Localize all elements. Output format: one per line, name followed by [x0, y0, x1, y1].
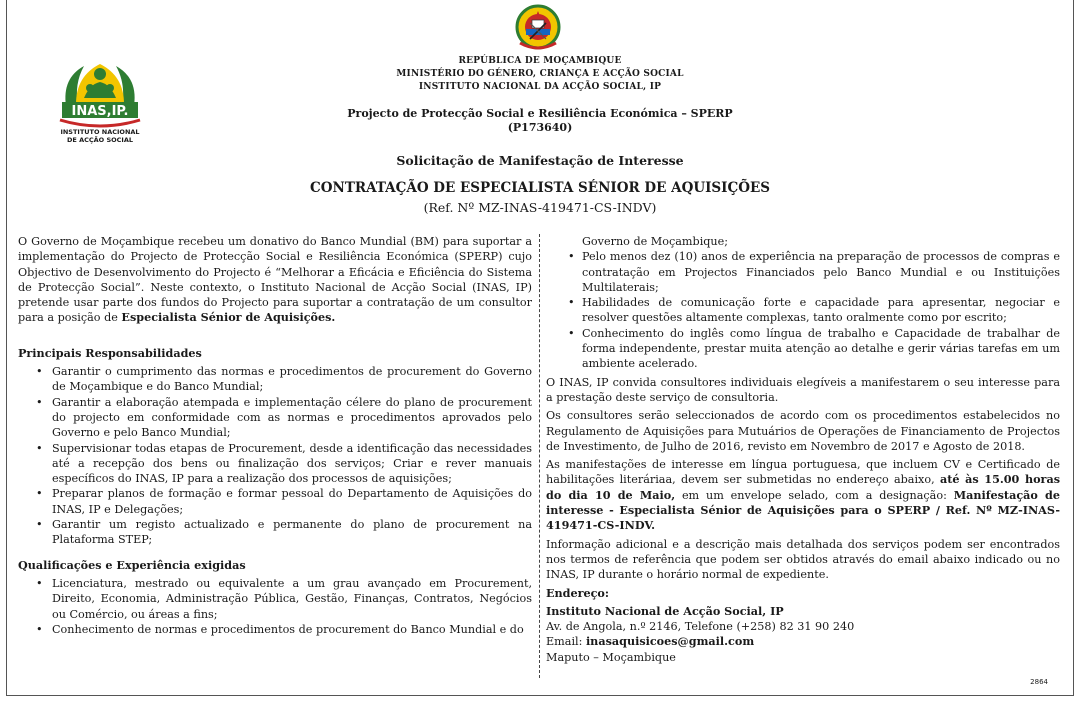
email-label: Email:: [546, 635, 586, 649]
selection-paragraph: Os consultores serão seleccionados de acordo com os procedimentos estabelecidos no Regulamento de Aquisições para Mutuários de Operações de Financiamento de Projectos de Investimento, de Julho de 2016, revisto em Novembro de 2017 e Agosto de 2018.: [546, 409, 1060, 453]
header-project: Projecto de Protecção Social e Resiliência Económica – SPERP: [347, 107, 733, 120]
document-reference: (Ref. Nº MZ-INAS-419471-CS-INDV): [423, 200, 657, 215]
list-item: • Licenciatura, mestrado ou equivalente a um grau avançado em Procurement, Direito, Economia, Administração Pública, Gestão, Finanças, Contratos, Negócios ou Comércio, ou áreas a fins;: [36, 576, 532, 622]
invitation-paragraph: O INAS, IP convida consultores individuais elegíveis a manifestarem o seu interesse para a prestação deste serviço de consultoria.: [546, 375, 1060, 404]
mozambique-emblem-icon: [512, 3, 564, 51]
address-street: Av. de Angola, n.º 2146, Telefone (+258) 82 31 90 240: [546, 620, 855, 634]
list-item: • Garantir a elaboração atempada e implementação célere do plano de procurement do projecto em conformidade com as normas e procedimentos aprovados pelo Governo e pelo Banco Mundial;: [36, 395, 532, 441]
responsibilities-list: [36, 364, 532, 548]
submission-paragraph: [546, 457, 1060, 533]
address-email-line: [546, 634, 1060, 649]
page-number: 2864: [1030, 678, 1048, 686]
intro-paragraph: [18, 234, 532, 326]
header-institute: INSTITUTO NACIONAL DA ACÇÃO SOCIAL, IP: [418, 82, 662, 92]
submission-deadline: até às 15.00 horas do dia 10 de Maio,: [546, 472, 1060, 502]
address-block: [546, 586, 1060, 665]
responsibilities-heading: Principais Responsabilidades: [18, 345, 202, 360]
list-item: • Habilidades de comunicação forte e capacidade para apresentar, negociar e resolver questões altamente complexas, tanto oralmente como por escrito;: [568, 295, 1060, 326]
intro-position: Especialista Sénior de Aquisições.: [121, 310, 336, 325]
logo-caption-line2: DE ACÇÃO SOCIAL: [66, 136, 134, 144]
list-item: • Conhecimento do inglês como língua de trabalho e Capacidade de trabalhar de forma independente, prestar muita atenção ao detalhe e gerir várias tarefas em um ambiente acelerado.: [568, 326, 1060, 372]
intro-text: O Governo de Moçambique recebeu um donativo do Banco Mundial (BM) para suportar a implementação do Projecto de Protecção Social e Resiliência Económica (SPERP) cujo Objectivo de Desenvolvimento do Projecto é “Melhorar a Eficácia e Eficiência do Sistema de Protecção Social”. Neste contexto, o Instituto Nacional de Acção Social (INAS, IP) pretende usar parte dos fundos do Projecto para suportar a contratação de um consultor para a posição de: [18, 235, 532, 325]
document-title: CONTRATAÇÃO DE ESPECIALISTA SÉNIOR DE AQUISIÇÕES: [309, 180, 771, 196]
email-link[interactable]: inasaquisicoes@gmail.com: [585, 634, 755, 649]
header-ministry: MINISTÉRIO DO GÉNERO, CRIANÇA E ACÇÃO SOCIAL: [396, 69, 684, 79]
info-paragraph: Informação adicional e a descrição mais detalhada dos serviços podem ser encontrados nos termos de referência que podem ser obtidos através do email abaixo indicado ou no INAS, IP durante o horário normal de expediente.: [546, 537, 1060, 582]
header-solicitation: Solicitação de Manifestação de Interesse: [396, 153, 684, 168]
qualifications-list: [36, 576, 532, 637]
list-item: • Supervisionar todas etapas de Procurement, desde a identificação das necessidades até a recepção dos bens ou finalização dos serviços; Criar e rever manuais específicos do INAS, IP para a realização dos processos de aquisições;: [36, 441, 532, 487]
column-divider: [539, 234, 540, 678]
address-city: Maputo – Moçambique: [546, 650, 676, 664]
qualifications-list-continued: [568, 249, 1060, 371]
list-item: • Garantir o cumprimento das normas e procedimentos de procurement do Governo de Moçambique e do Banco Mundial;: [36, 364, 532, 395]
left-column: [18, 234, 532, 637]
right-column: [546, 234, 1060, 665]
list-item: • Conhecimento de normas e procedimentos de procurement do Banco Mundial e do: [36, 622, 532, 637]
list-item: • Garantir um registo actualizado e permanente do plano de procurement na Plataforma STEP;: [36, 517, 532, 548]
list-item: • Preparar planos de formação e formar pessoal do Departamento de Aquisições do INAS, IP e Delegações;: [36, 486, 532, 517]
header-country: REPÚBLICA DE MOÇAMBIQUE: [458, 56, 622, 66]
header-project-id: (P173640): [507, 121, 573, 134]
submission-text: As manifestações de interesse em língua portuguesa, que incluem CV e Certificado de habilitações literáriaa, devem ser submetidas no endereço abaixo,: [546, 458, 1060, 487]
logo-wordmark: INAS,IP.: [71, 104, 129, 119]
qualifications-heading: Qualificações e Experiência exigidas: [18, 557, 246, 572]
logo-caption-line1: INSTITUTO NACIONAL: [60, 128, 140, 136]
address-heading: Endereço:: [546, 585, 610, 600]
submission-designation: Manifestação de interesse - Especialista Sénior de Aquisições para o SPERP / Ref. Nº MZ-INAS-419471-CS-INDV.: [546, 487, 1060, 533]
list-item: • Pelo menos dez (10) anos de experiência na preparação de processos de compras e contratação em Projectos Financiados pelo Banco Mundial e ou Instituições Multilaterais;: [568, 249, 1060, 295]
qualification-continuation: Governo de Moçambique;: [582, 235, 729, 248]
submission-text-b: em um envelope selado, com a designação:: [675, 488, 954, 502]
address-name: Instituto Nacional de Acção Social, IP: [546, 603, 784, 618]
